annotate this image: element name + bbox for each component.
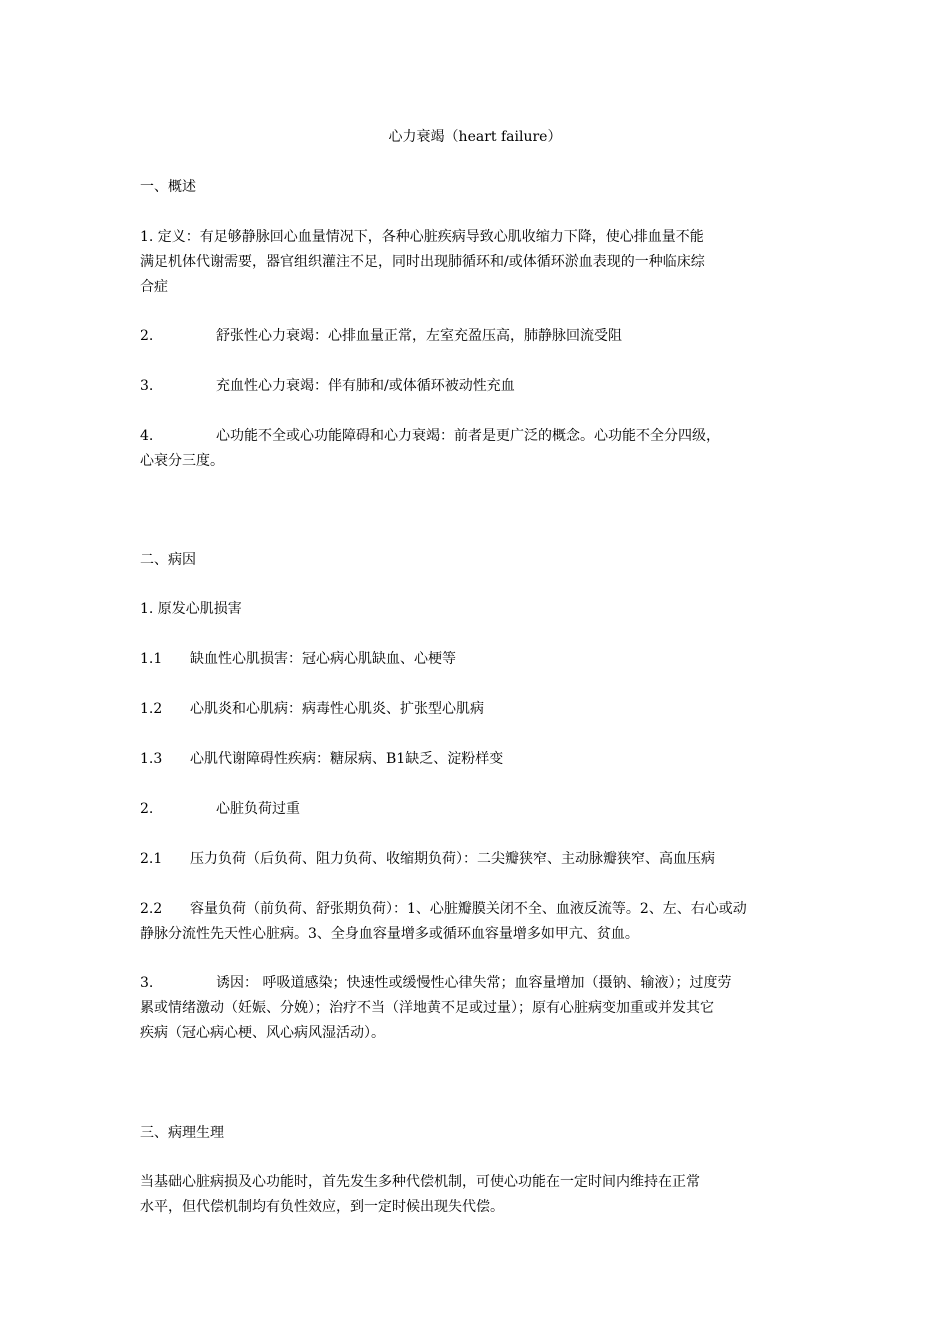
item-number: 1.2 [140, 701, 163, 717]
item-text: 诱因： 呼吸道感染；快速性或缓慢性心律失常；血容量增加（摄钠、输液）；过度劳 [216, 975, 732, 991]
item-text: 充血性心力衰竭：伴有肺和/或体循环被动性充血 [216, 378, 515, 394]
item-text: 压力负荷（后负荷、阻力负荷、收缩期负荷）：二尖瓣狭窄、主动脉瓣狭窄、高血压病 [190, 851, 715, 867]
definition-line-2: 满足机体代谢需要，器官组织灌注不足，同时出现肺循环和/或体循环淤血表现的一种临床综 [140, 254, 705, 270]
pathophysiology-paragraph [140, 1170, 815, 1220]
item-number: 1.3 [140, 751, 163, 767]
subheading-myocardial-damage: 1. 原发心肌损害 [140, 601, 242, 617]
list-item [140, 424, 815, 474]
item-text: 心肌炎和心肌病：病毒性心肌炎、扩张型心肌病 [190, 701, 484, 717]
subheading-overload [140, 797, 815, 822]
item-number: 2.1 [140, 851, 163, 867]
list-item [140, 374, 815, 399]
item-text: 心脏负荷过重 [216, 801, 300, 817]
item-text: 舒张性心力衰竭：心排血量正常，左室充盈压高，肺静脉回流受阻 [216, 328, 622, 344]
list-item [140, 647, 815, 672]
triggers-paragraph [140, 971, 815, 1046]
item-number: 1.1 [140, 651, 163, 667]
definition-line-1: 1. 定义：有足够静脉回心血量情况下，各种心脏疾病导致心肌收缩力下降，使心排血量不能 [140, 229, 704, 245]
item-number: 2. [140, 328, 154, 344]
item-text-continuation: 静脉分流性先天性心脏病。3、全身血容量增多或循环血容量增多如甲亢、贫血。 [140, 926, 639, 942]
list-item [140, 897, 815, 947]
item-number: 2. [140, 801, 154, 817]
paragraph-line: 水平，但代偿机制均有负性效应，到一定时候出现失代偿。 [140, 1199, 504, 1215]
item-text-continuation: 累或情绪激动（妊娠、分娩）；治疗不当（洋地黄不足或过量）；原有心脏病变加重或并发其它 [140, 1000, 714, 1016]
list-item [140, 747, 815, 772]
list-item [140, 847, 815, 872]
item-text-continuation: 心衰分三度。 [140, 453, 224, 469]
item-text: 心肌代谢障碍性疾病：糖尿病、B1缺乏、淀粉样变 [190, 751, 504, 767]
item-text-continuation: 疾病（冠心病心梗、风心病风湿活动）。 [140, 1025, 385, 1041]
paragraph-line: 当基础心脏病损及心功能时，首先发生多种代偿机制，可使心功能在一定时间内维持在正常 [140, 1174, 700, 1190]
item-text: 心功能不全或心功能障碍和心力衰竭：前者是更广泛的概念。心功能不全分四级， [216, 428, 720, 444]
section-heading-etiology: 二、病因 [140, 552, 196, 568]
item-text: 缺血性心肌损害：冠心病心肌缺血、心梗等 [190, 651, 456, 667]
list-item [140, 324, 815, 349]
item-number: 3. [140, 378, 154, 394]
item-number: 3. [140, 975, 154, 991]
definition-paragraph [140, 225, 815, 300]
list-item [140, 697, 815, 722]
definition-line-3: 合症 [140, 279, 168, 295]
section-heading-pathophysiology: 三、病理生理 [140, 1125, 224, 1141]
item-number: 4. [140, 428, 154, 444]
item-text: 容量负荷（前负荷、舒张期负荷）：1、心脏瓣膜关闭不全、血液反流等。2、左、右心或动 [190, 901, 747, 917]
document-title: 心力衰竭（heart failure） [388, 129, 562, 145]
item-number: 2.2 [140, 901, 163, 917]
section-heading-overview: 一、概述 [140, 179, 196, 195]
